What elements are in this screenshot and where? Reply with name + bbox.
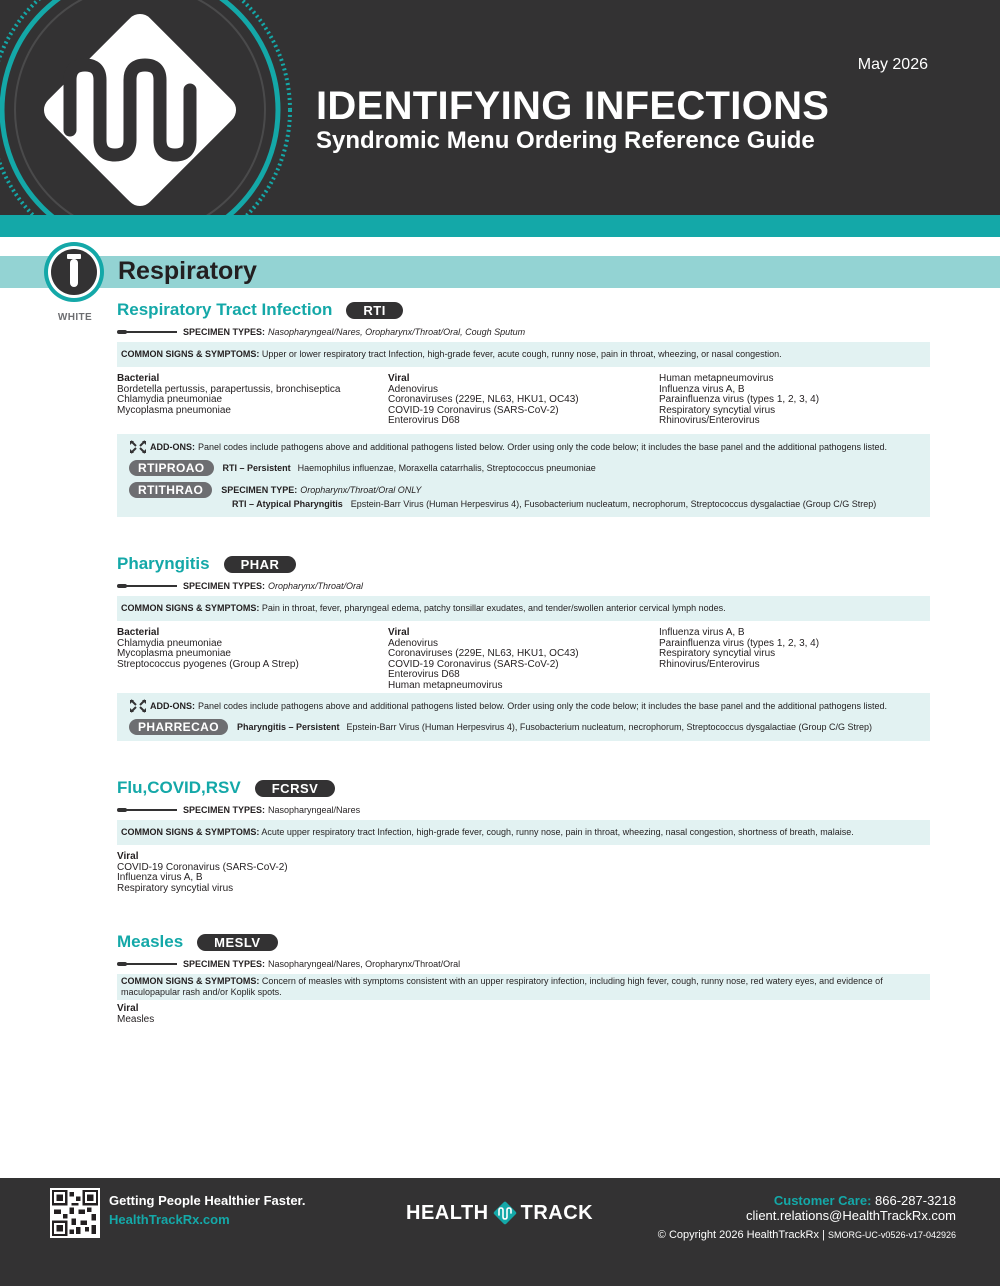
bacterial-column: [117, 628, 388, 691]
addons-panel: [117, 434, 930, 517]
customer-care-email[interactable]: client.relations@HealthTrackRx.com: [746, 1208, 956, 1223]
section-title: Respiratory: [118, 257, 257, 285]
addon-specimen-label: SPECIMEN TYPE:: [221, 484, 298, 495]
addon-name: RTI – Persistent: [222, 462, 291, 473]
pathogen-item: Parainfluenza virus (types 1, 2, 3, 4): [659, 637, 820, 649]
column-heading: Viral: [117, 851, 139, 862]
test-code-badge: MESLV: [197, 934, 277, 951]
addons-label: ADD-ONS:: [150, 441, 195, 452]
viral-column: [388, 374, 659, 427]
test-name: Measles: [117, 932, 184, 951]
brand-text-right: TRACK: [520, 1201, 594, 1224]
footer-tagline: Getting People Healthier Faster.: [109, 1193, 306, 1208]
pathogen-item: Coronaviruses (229E, NL63, HKU1, OC43): [388, 394, 579, 405]
signs-panel: [117, 820, 930, 845]
test-name: Flu,COVID,RSV: [117, 778, 241, 797]
pathogen-item: Measles: [117, 1013, 155, 1025]
specimen-label: SPECIMEN TYPES:: [183, 581, 266, 591]
pathogen-item: Enterovirus D68: [388, 415, 460, 426]
specimen-label: SPECIMEN TYPES:: [183, 327, 266, 337]
document-code: SMORG-UC-v0526-v17-042926: [827, 1230, 956, 1240]
footer-brand-logo: [406, 1200, 593, 1226]
test-name: Respiratory Tract Infection: [117, 300, 333, 319]
signs-label: COMMON SIGNS & SYMPTOMS:: [121, 976, 260, 986]
signs-panel: [117, 974, 930, 1000]
pathogen-item: Influenza virus A, B: [117, 872, 203, 883]
pathogen-item: Human metapneumovirus: [388, 679, 503, 691]
specimen-value: Nasopharyngeal/Nares, Oropharynx/Throat/Oral, Cough Sputum: [268, 327, 526, 337]
pathogen-item: COVID-19 Coronavirus (SARS-CoV-2): [388, 404, 559, 416]
column-heading: Bacterial: [117, 373, 160, 384]
addon-pathogens: Epstein-Barr Virus (Human Herpesvirus 4), Fusobacterium nucleatum, necrophorum, Streptococcus dysgalactiae (Group C/G Strep): [350, 499, 877, 509]
signs-label: COMMON SIGNS & SYMPTOMS:: [121, 827, 260, 837]
viral-column: [117, 852, 390, 894]
test-fcrsv: [117, 777, 930, 894]
addon-code-badge: RTIPROAO: [129, 460, 214, 476]
column-heading: Viral: [388, 627, 410, 638]
pathogen-item: Respiratory syncytial virus: [659, 648, 776, 659]
customer-care: [774, 1193, 956, 1208]
addon-code-badge: PHARRECAO: [129, 719, 228, 735]
viral-column: [117, 1004, 390, 1025]
pathogen-item: Parainfluenza virus (types 1, 2, 3, 4): [659, 394, 820, 405]
specimen-label: SPECIMEN TYPES:: [183, 959, 266, 969]
brand-text-left: HEALTH: [406, 1201, 489, 1224]
customer-care-phone[interactable]: 866-287-3218: [875, 1193, 956, 1208]
viral-column-continued: [659, 628, 930, 691]
healthtrack-logo-icon: [0, 0, 320, 215]
test-meslv: [117, 931, 930, 1025]
signs-label: COMMON SIGNS & SYMPTOMS:: [121, 349, 260, 359]
pathogen-item: COVID-19 Coronavirus (SARS-CoV-2): [388, 658, 559, 670]
pathogen-item: Chlamydia pneumoniae: [117, 394, 223, 405]
signs-panel: [117, 342, 930, 367]
pathogen-item: Adenovirus: [388, 383, 439, 395]
pathogen-item: Chlamydia pneumoniae: [117, 637, 223, 649]
specimen-tube-icon: [43, 241, 105, 303]
specimen-value: Nasopharyngeal/Nares: [268, 805, 361, 815]
specimen-label: SPECIMEN TYPES:: [183, 805, 266, 815]
pathogen-item: Rhinovirus/Enterovirus: [659, 658, 760, 670]
addon-name: Pharyngitis – Persistent: [236, 722, 340, 732]
signs-panel: [117, 596, 930, 621]
signs-text: Concern of measles with symptoms consistent with an upper respiratory infection, including high fever, cough, runny nose, red watery eyes, and evidence of maculopapular rash and/or Koplik spots.: [121, 976, 883, 997]
header: [0, 0, 1000, 215]
addon-specimen-value: Oropharynx/Throat/Oral ONLY: [300, 484, 422, 495]
swab-icon: [117, 959, 177, 969]
swab-icon: [117, 327, 177, 337]
test-rti: [117, 299, 930, 517]
swab-icon: [117, 581, 177, 591]
swab-icon: [117, 805, 177, 815]
pathogen-item: Respiratory syncytial virus: [117, 882, 234, 894]
header-accent-bar: [0, 215, 1000, 237]
specimen-value: Oropharynx/Throat/Oral: [268, 581, 364, 591]
tube-color-label: WHITE: [57, 312, 93, 323]
test-code-badge: PHAR: [224, 556, 297, 573]
signs-text: Upper or lower respiratory tract Infection, high-grade fever, acute cough, runny nose, pain in throat, wheezing, or nasal congestion.: [261, 349, 782, 359]
addon-arrows-icon: [129, 699, 147, 713]
addon-arrows-icon: [129, 440, 147, 454]
addon-code-badge: RTITHRAO: [129, 482, 212, 498]
pathogen-item: Mycoplasma pneumoniae: [117, 648, 231, 659]
test-phar: [117, 553, 930, 741]
test-code-badge: FCRSV: [255, 780, 336, 797]
issue-date: May 2026: [857, 56, 928, 73]
copyright: © Copyright 2026 HealthTrackRx | SMORG-UC-v0526-v17-042926: [657, 1229, 956, 1241]
addons-text: Panel codes include pathogens above and additional pathogens listed below. Order using only the code below; it includes the base panel and the additional pathogens listed.: [198, 701, 887, 711]
page-subtitle: Syndromic Menu Ordering Reference Guide: [316, 127, 815, 154]
healthtrack-mark-icon: [492, 1200, 518, 1226]
copyright-text: © Copyright 2026 HealthTrackRx: [657, 1229, 819, 1241]
specimen-value: Nasopharyngeal/Nares, Oropharynx/Throat/Oral: [268, 959, 461, 969]
column-heading: Viral: [117, 1003, 139, 1014]
bacterial-column: [117, 374, 388, 427]
test-code-badge: RTI: [346, 302, 402, 319]
pathogen-item: COVID-19 Coronavirus (SARS-CoV-2): [117, 861, 288, 873]
viral-column-continued: [659, 374, 930, 427]
pathogen-item: Coronaviruses (229E, NL63, HKU1, OC43): [388, 648, 579, 659]
pathogen-item: Respiratory syncytial virus: [659, 404, 776, 416]
addons-label: ADD-ONS:: [150, 701, 195, 711]
page-title: IDENTIFYING INFECTIONS: [316, 84, 830, 128]
addon-pathogens: Haemophilus influenzae, Moraxella catarrhalis, Streptococcus pneumoniae: [297, 462, 596, 473]
pathogen-item: Streptococcus pyogenes (Group A Strep): [117, 658, 299, 670]
addons-panel: [117, 693, 930, 741]
pathogen-item: Adenovirus: [388, 637, 439, 649]
test-name: Pharyngitis: [117, 554, 210, 573]
addons-text: Panel codes include pathogens above and additional pathogens listed below. Order using only the code below; it includes the base panel and the additional pathogens listed.: [198, 441, 887, 452]
pathogen-item: Rhinovirus/Enterovirus: [659, 415, 760, 426]
signs-label: COMMON SIGNS & SYMPTOMS:: [121, 603, 260, 613]
pathogen-item: Influenza virus A, B: [659, 627, 745, 638]
footer-website-link[interactable]: HealthTrackRx.com: [109, 1212, 230, 1227]
signs-text: Pain in throat, fever, pharyngeal edema, patchy tonsillar exudates, and tender/swollen anterior cervical lymph nodes.: [261, 603, 726, 613]
column-heading: Bacterial: [117, 627, 160, 638]
pathogen-item: Mycoplasma pneumoniae: [117, 404, 231, 416]
addon-name: RTI – Atypical Pharyngitis: [232, 499, 343, 509]
addon-pathogens: Epstein-Barr Virus (Human Herpesvirus 4), Fusobacterium nucleatum, necrophorum, Streptococcus dysgalactiae (Group C/G Strep): [346, 722, 873, 732]
pathogen-item: Influenza virus A, B: [659, 383, 745, 395]
customer-care-label: Customer Care:: [773, 1193, 872, 1208]
viral-column: [388, 628, 659, 691]
pathogen-item: Enterovirus D68: [388, 669, 460, 680]
column-heading: Viral: [388, 373, 410, 384]
signs-text: Acute upper respiratory tract Infection, high-grade fever, cough, runny nose, pain in throat, wheezing, nasal congestion, shortness of breath, malaise.: [261, 827, 854, 837]
pathogen-item: Bordetella pertussis, parapertussis, bronchiseptica: [117, 383, 341, 395]
pathogen-item: Human metapneumovirus: [659, 373, 774, 384]
qr-code-icon[interactable]: [50, 1188, 100, 1238]
